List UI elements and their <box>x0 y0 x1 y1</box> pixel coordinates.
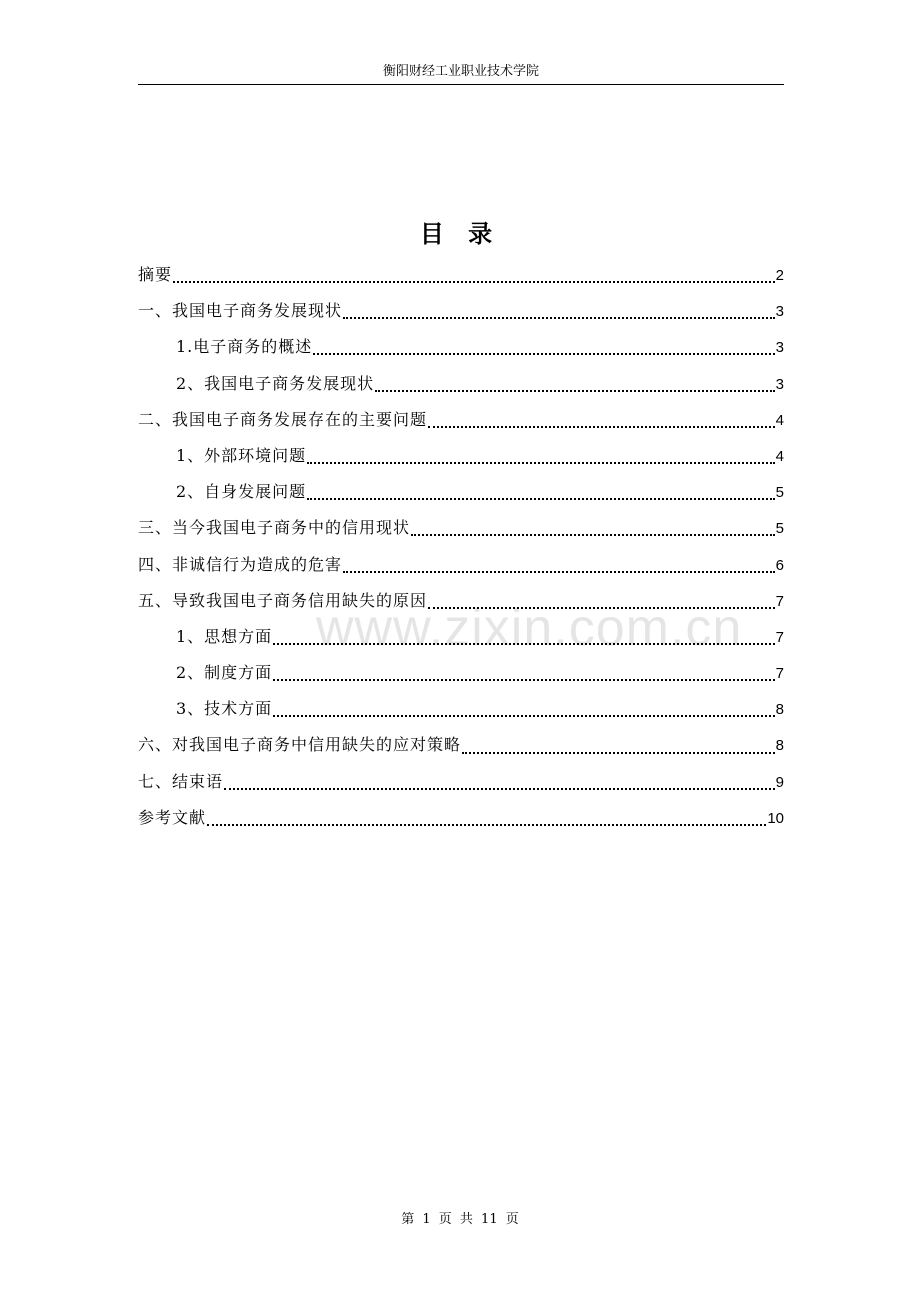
header-rule <box>138 84 784 85</box>
toc-entry[interactable] <box>138 477 784 513</box>
toc-entry-page: 3 <box>775 303 784 321</box>
toc-entry[interactable] <box>138 513 784 549</box>
toc-entry-label: 3、技术方面 <box>176 699 273 719</box>
toc-entry[interactable] <box>138 369 784 405</box>
toc-entry[interactable] <box>138 332 784 368</box>
toc-entry-page: 7 <box>775 592 784 610</box>
toc-entry-page: 4 <box>775 411 784 429</box>
toc-entry-label: 五、导致我国电子商务信用缺失的原因 <box>138 590 428 610</box>
toc-entry-page: 9 <box>775 773 784 791</box>
toc-entry[interactable] <box>138 730 784 766</box>
toc-dot-leader <box>273 715 774 717</box>
page-footer: 第 1 页 共 11 页 <box>401 1212 519 1227</box>
toc-title: 目 录 <box>419 219 501 248</box>
toc-dot-leader <box>462 752 775 754</box>
toc-dot-leader <box>428 607 775 609</box>
toc-dot-leader <box>273 643 774 645</box>
toc-dot-leader <box>307 498 774 500</box>
toc-entry-label: 参考文献 <box>138 807 207 827</box>
toc-entry[interactable] <box>138 586 784 622</box>
toc-entry[interactable] <box>138 694 784 730</box>
toc-entry-label: 1.电子商务的概述 <box>176 337 313 357</box>
toc-entry-label: 2、自身发展问题 <box>176 482 307 502</box>
toc-dot-leader <box>173 281 775 283</box>
toc-entry-page: 7 <box>775 665 784 683</box>
toc-dot-leader <box>375 390 774 392</box>
toc-entry[interactable] <box>138 658 784 694</box>
toc-entry-label: 七、结束语 <box>138 771 224 791</box>
toc-entry[interactable] <box>138 441 784 477</box>
toc-dot-leader <box>343 317 775 319</box>
toc-dot-leader <box>307 462 774 464</box>
toc-entry-page: 5 <box>775 484 784 502</box>
toc-entry[interactable] <box>138 767 784 803</box>
toc-entry-label: 2、制度方面 <box>176 663 273 683</box>
toc-dot-leader <box>428 426 775 428</box>
toc-entry-page: 5 <box>775 520 784 538</box>
watermark: www.zixin.com.cn <box>316 599 743 657</box>
toc-entry-page: 3 <box>775 339 784 357</box>
toc-entry-label: 1、外部环境问题 <box>176 445 307 465</box>
toc-entry[interactable] <box>138 296 784 332</box>
toc-dot-leader <box>313 353 774 355</box>
toc-entry-page: 7 <box>775 628 784 646</box>
page-header: 衡阳财经工业职业技术学院 <box>382 64 539 79</box>
toc-entry-page: 8 <box>775 701 784 719</box>
toc-entry[interactable] <box>138 550 784 586</box>
toc-dot-leader <box>273 679 774 681</box>
toc-entry[interactable] <box>138 405 784 441</box>
toc-entry-label: 三、当今我国电子商务中的信用现状 <box>138 518 411 538</box>
toc-dot-leader <box>343 571 775 573</box>
toc-entry[interactable] <box>138 622 784 658</box>
toc-dot-leader <box>224 788 775 790</box>
toc-entry-page: 6 <box>775 556 784 574</box>
toc-entry-page: 3 <box>775 375 784 393</box>
toc-entry-page: 4 <box>775 447 784 465</box>
toc-entry-page: 2 <box>775 267 784 284</box>
toc-entry-label: 六、对我国电子商务中信用缺失的应对策略 <box>138 735 462 755</box>
table-of-contents <box>138 260 784 839</box>
toc-dot-leader <box>207 824 766 826</box>
toc-entry-label: 1、思想方面 <box>176 626 273 646</box>
toc-entry[interactable] <box>138 260 784 296</box>
toc-dot-leader <box>411 534 775 536</box>
toc-entry-label: 摘要 <box>138 265 173 284</box>
toc-entry[interactable] <box>138 803 784 839</box>
toc-entry-label: 二、我国电子商务发展存在的主要问题 <box>138 409 428 429</box>
toc-entry-page: 8 <box>775 737 784 755</box>
toc-entry-label: 四、非诚信行为造成的危害 <box>138 554 343 574</box>
toc-entry-label: 2、我国电子商务发展现状 <box>176 373 375 393</box>
toc-entry-page: 10 <box>767 809 784 827</box>
toc-entry-label: 一、我国电子商务发展现状 <box>138 301 343 321</box>
